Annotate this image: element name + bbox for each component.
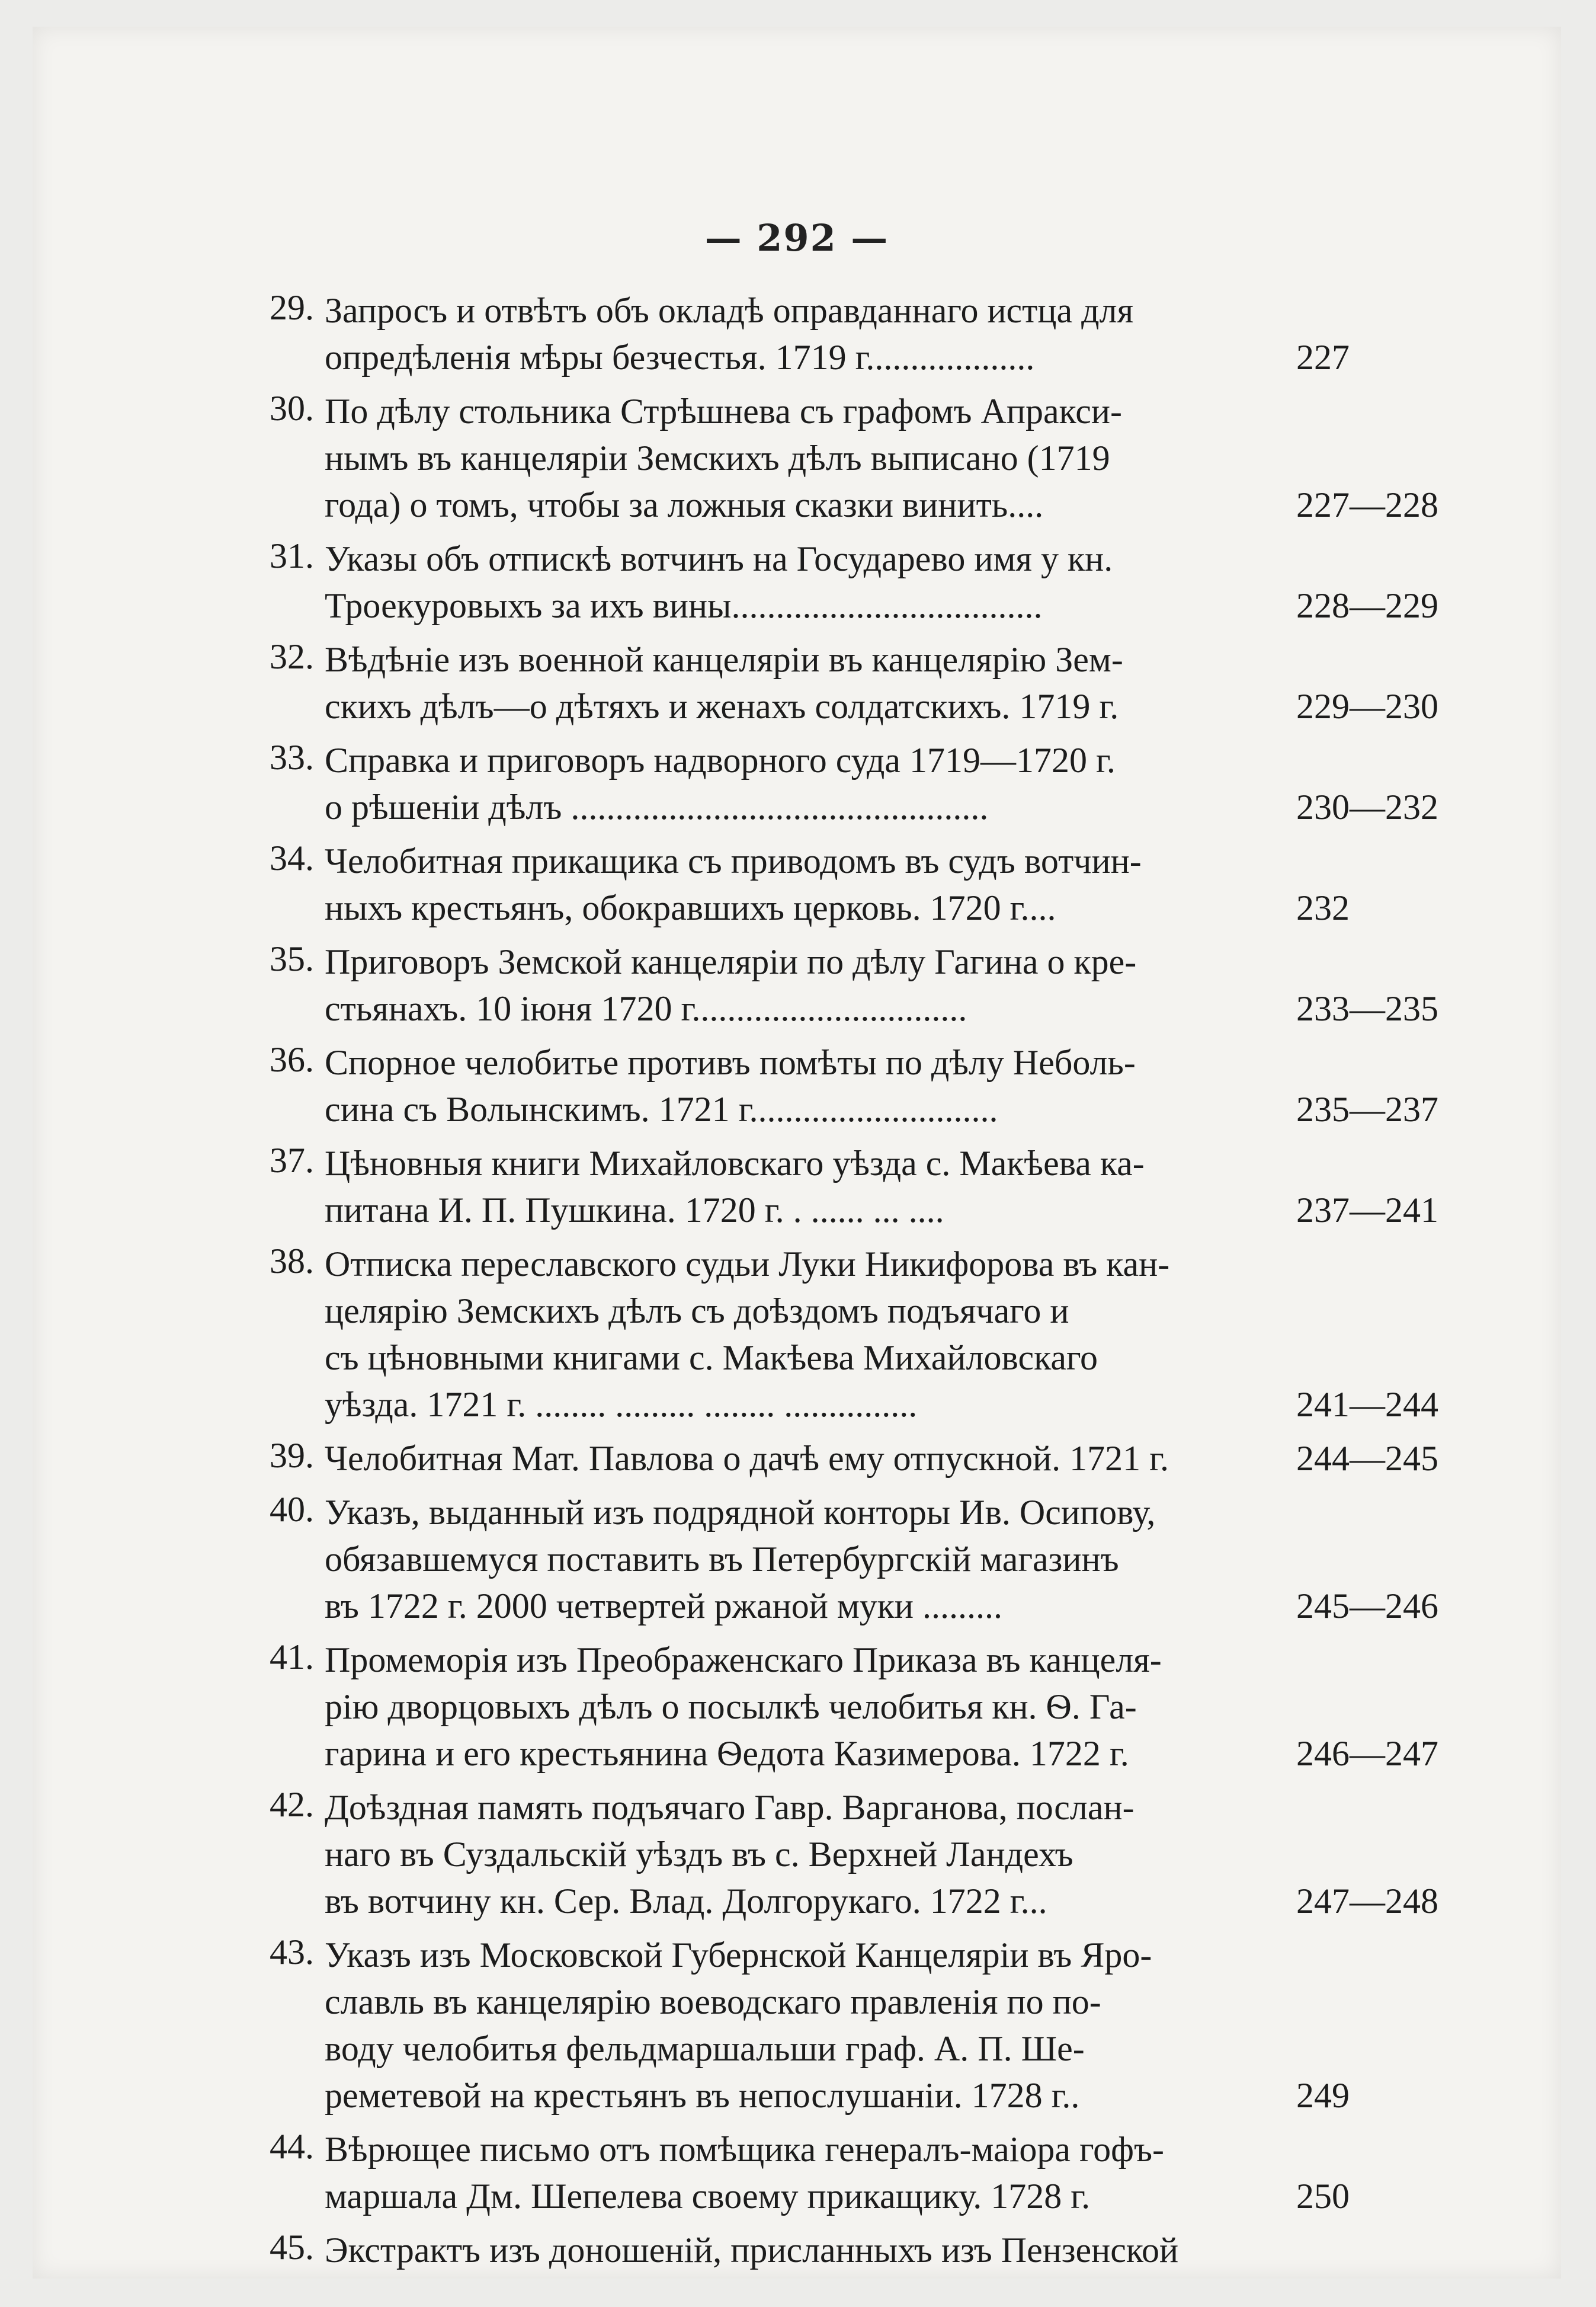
entry-pages-column bbox=[1273, 636, 1450, 730]
entry-pages: 244—245 bbox=[1296, 1439, 1438, 1478]
entry-title-line: Экстрактъ изъ доношеній, присланныхъ изъ Пензенской bbox=[325, 2231, 1179, 2270]
entry-title bbox=[325, 1932, 1273, 2119]
entry-title-line: питана И. П. Пушкина. 1720 г. . ...... ... .... bbox=[325, 1191, 944, 1230]
entry-title bbox=[325, 388, 1273, 529]
entry-pages: 246—247 bbox=[1296, 1734, 1438, 1773]
entry-title-line: По дѣлу стольника Стрѣшнева съ графомъ Апракси- bbox=[325, 392, 1122, 431]
entry-pages: 233—235 bbox=[1296, 989, 1438, 1028]
entry-title bbox=[325, 1039, 1273, 1133]
entry-pages: 247—248 bbox=[1296, 1882, 1438, 1921]
entry-pages: 245—246 bbox=[1296, 1586, 1438, 1626]
entry-title bbox=[325, 939, 1273, 1032]
toc-entry bbox=[234, 388, 1466, 529]
entry-title-line: Цѣновныя книги Михайловскаго уѣзда с. Макѣева ка- bbox=[325, 1144, 1145, 1183]
entry-title bbox=[325, 636, 1273, 730]
entry-title-line: Челобитная Мат. Павлова о дачѣ ему отпускной. 1721 г. bbox=[325, 1439, 1169, 1478]
entry-number: 32. bbox=[270, 637, 314, 676]
entry-pages-column bbox=[1273, 287, 1450, 381]
entry-title-line: Отписка переславского судьи Луки Никифорова въ кан- bbox=[325, 1244, 1170, 1284]
entry-number: 39. bbox=[270, 1436, 314, 1475]
entry-pages: 250 bbox=[1296, 2177, 1350, 2216]
toc-entry bbox=[234, 1932, 1466, 2119]
entry-pages-column bbox=[1273, 2227, 1450, 2274]
entry-number: 29. bbox=[270, 288, 314, 327]
entry-title-line: воду челобитья фельдмаршальши граф. А. П. Ше- bbox=[325, 2029, 1085, 2068]
entry-title-line: гарина и его крестьянина Ѳедота Казимерова. 1722 г. bbox=[325, 1734, 1129, 1773]
entry-title-line: славль въ канцелярію воеводскаго правленія по по- bbox=[325, 1982, 1101, 2021]
entry-title-line: Справка и приговоръ надворного суда 1719—1720 г. bbox=[325, 741, 1116, 780]
entry-title-line: целярію Земскихъ дѣлъ съ доѣздомъ подъячаго и bbox=[325, 1291, 1069, 1330]
entry-pages: 241—244 bbox=[1296, 1385, 1438, 1424]
entry-number: 34. bbox=[270, 839, 314, 878]
entry-title-line: о рѣшеніи дѣлъ ............................................... bbox=[325, 788, 989, 827]
entry-pages-column bbox=[1273, 1637, 1450, 1777]
entry-title-line: опредѣленія мѣры безчестья. 1719 г................... bbox=[325, 338, 1035, 377]
entry-title bbox=[325, 536, 1273, 629]
toc-entry bbox=[234, 838, 1466, 932]
entry-title bbox=[325, 737, 1273, 831]
entry-pages-column bbox=[1273, 388, 1450, 529]
toc-entry bbox=[234, 536, 1466, 629]
entry-pages-column bbox=[1273, 737, 1450, 831]
entry-pages-column bbox=[1273, 939, 1450, 1032]
entry-title bbox=[325, 1140, 1273, 1234]
entry-title-line: Челобитная прикащика съ приводомъ въ судъ вотчин- bbox=[325, 841, 1142, 881]
toc-entry bbox=[234, 1637, 1466, 1777]
entry-title bbox=[325, 1784, 1273, 1925]
entry-title-line: сина съ Волынскимъ. 1721 г............................ bbox=[325, 1090, 998, 1129]
entry-title-line: Запросъ и отвѣтъ объ окладѣ оправданнаго истца для bbox=[325, 291, 1134, 330]
toc-entry bbox=[234, 1039, 1466, 1133]
entry-pages-column bbox=[1273, 1140, 1450, 1234]
entry-number: 38. bbox=[270, 1242, 314, 1281]
entry-pages-column bbox=[1273, 1039, 1450, 1133]
entry-title bbox=[325, 1489, 1273, 1630]
entry-number: 42. bbox=[270, 1785, 314, 1824]
entry-title-line: въ 1722 г. 2000 четвертей ржаной муки ......... bbox=[325, 1586, 1003, 1626]
toc-entry bbox=[234, 1140, 1466, 1234]
entry-pages: 227—228 bbox=[1296, 485, 1438, 524]
entry-title-line: въ вотчину кн. Сер. Влад. Долгорукаго. 1722 г... bbox=[325, 1882, 1047, 1921]
entry-title-line: нымъ въ канцеляріи Земскихъ дѣлъ выписано (1719 bbox=[325, 439, 1110, 478]
table-of-contents bbox=[234, 287, 1466, 2281]
entry-title-line: съ цѣновными книгами с. Макѣева Михайловскаго bbox=[325, 1338, 1098, 1377]
entry-pages: 229—230 bbox=[1296, 687, 1438, 726]
entry-title-line: Вѣдѣніе изъ военной канцеляріи въ канцелярію Зем- bbox=[325, 640, 1123, 679]
entry-title-line: Вѣрющее письмо отъ помѣщика генералъ-маіора гофъ- bbox=[325, 2130, 1165, 2169]
document-page bbox=[33, 27, 1561, 2279]
entry-title-line: наго въ Суздальскій уѣздъ въ с. Верхней Ландехъ bbox=[325, 1835, 1073, 1874]
entry-number: 43. bbox=[270, 1932, 314, 1972]
entry-pages: 227 bbox=[1296, 338, 1350, 377]
entry-title bbox=[325, 2227, 1273, 2274]
entry-pages: 249 bbox=[1296, 2076, 1350, 2115]
entry-title-line: реметевой на крестьянъ въ непослушаніи. 1728 г.. bbox=[325, 2076, 1080, 2115]
entry-pages-column bbox=[1273, 838, 1450, 932]
entry-title bbox=[325, 2126, 1273, 2220]
entry-title-line: Указъ, выданный изъ подрядной конторы Ив. Осипову, bbox=[325, 1493, 1156, 1532]
entry-number: 40. bbox=[270, 1490, 314, 1529]
entry-title-line: года) о томъ, чтобы за ложныя сказки винить.... bbox=[325, 485, 1044, 524]
entry-number: 37. bbox=[270, 1141, 314, 1180]
entry-pages: 228—229 bbox=[1296, 586, 1438, 625]
entry-pages-column bbox=[1273, 1241, 1450, 1428]
entry-number: 41. bbox=[270, 1637, 314, 1676]
entry-pages: 232 bbox=[1296, 888, 1350, 927]
entry-title-line: Доѣздная память подъячаго Гавр. Варганова, послан- bbox=[325, 1788, 1134, 1827]
entry-number: 35. bbox=[270, 939, 314, 978]
entry-title bbox=[325, 838, 1273, 932]
toc-entry bbox=[234, 2227, 1466, 2274]
entry-title bbox=[325, 287, 1273, 381]
entry-number: 33. bbox=[270, 738, 314, 777]
toc-entry bbox=[234, 939, 1466, 1032]
entry-title-line: рію дворцовыхъ дѣлъ о посылкѣ челобитья кн. Ѳ. Га- bbox=[325, 1687, 1137, 1726]
toc-entry bbox=[234, 1241, 1466, 1428]
entry-pages-column bbox=[1273, 1784, 1450, 1925]
entry-title-line: ныхъ крестьянъ, обокравшихъ церковь. 1720 г.... bbox=[325, 888, 1056, 927]
entry-title-line: Приговоръ Земской канцеляріи по дѣлу Гагина о кре- bbox=[325, 942, 1137, 981]
entry-title-line: уѣзда. 1721 г. ........ ......... ........ ............... bbox=[325, 1385, 918, 1424]
entry-title bbox=[325, 1435, 1273, 1482]
page-number: — 292 — bbox=[704, 216, 889, 260]
entry-number: 44. bbox=[270, 2127, 314, 2166]
entry-title-line: Промеморія изъ Преображенскаго Приказа въ канцеля- bbox=[325, 1640, 1162, 1679]
entry-title-line: маршала Дм. Шепелева своему прикащику. 1728 г. bbox=[325, 2177, 1091, 2216]
entry-pages: 237—241 bbox=[1296, 1191, 1438, 1230]
entry-pages-column bbox=[1273, 1435, 1450, 1482]
entry-title-line: Троекуровыхъ за ихъ вины................................... bbox=[325, 586, 1043, 625]
entry-pages-column bbox=[1273, 2126, 1450, 2220]
toc-entry bbox=[234, 287, 1466, 381]
entry-pages: 230—232 bbox=[1296, 788, 1438, 827]
entry-number: 30. bbox=[270, 389, 314, 428]
toc-entry bbox=[234, 636, 1466, 730]
toc-entry bbox=[234, 1435, 1466, 1482]
entry-number: 45. bbox=[270, 2228, 314, 2267]
entry-pages-column bbox=[1273, 1489, 1450, 1630]
entry-title-line: Спорное челобитье противъ помѣты по дѣлу Неболь- bbox=[325, 1043, 1136, 1082]
entry-title-line: стьянахъ. 10 іюня 1720 г............................... bbox=[325, 989, 967, 1028]
entry-title-line: Указъ изъ Московской Губернской Канцеляріи въ Яро- bbox=[325, 1935, 1152, 1975]
entry-title bbox=[325, 1637, 1273, 1777]
entry-pages: 235—237 bbox=[1296, 1090, 1438, 1129]
entry-title-line: Указы объ отпискѣ вотчинъ на Государево имя у кн. bbox=[325, 539, 1113, 578]
toc-entry bbox=[234, 737, 1466, 831]
entry-pages bbox=[1296, 2227, 1450, 2274]
entry-pages-column bbox=[1273, 1932, 1450, 2119]
entry-title-line: скихъ дѣлъ—о дѣтяхъ и женахъ солдатскихъ. 1719 г. bbox=[325, 687, 1119, 726]
entry-pages-column bbox=[1273, 536, 1450, 629]
entry-title bbox=[325, 1241, 1273, 1428]
entry-number: 36. bbox=[270, 1040, 314, 1079]
toc-entry bbox=[234, 2126, 1466, 2220]
entry-number: 31. bbox=[270, 536, 314, 575]
toc-entry bbox=[234, 1784, 1466, 1925]
toc-entry bbox=[234, 1489, 1466, 1630]
entry-title-line: обязавшемуся поставить въ Петербургскій магазинъ bbox=[325, 1540, 1119, 1579]
